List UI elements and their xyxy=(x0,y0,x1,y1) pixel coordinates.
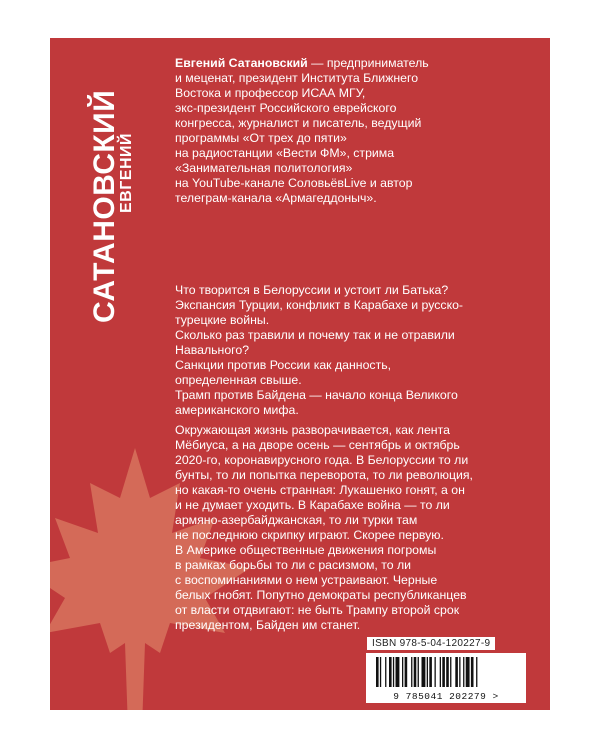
bio-line: «Занимательная политология» xyxy=(175,161,353,175)
barcode-bar xyxy=(442,657,445,687)
barcode-bar xyxy=(414,657,417,687)
questions-block xyxy=(175,283,495,418)
barcode-bar xyxy=(446,657,449,687)
bio-line: экс-президент Российского еврейского xyxy=(175,101,397,115)
barcode-number: 9 785041 202279 > xyxy=(393,691,499,702)
description-block xyxy=(175,423,495,633)
barcode-bar xyxy=(376,657,379,687)
author-surname: САТАНОВСКИЙ xyxy=(88,89,121,323)
question-line: Трамп против Байдена — начало конца Великого xyxy=(175,388,458,402)
bio-line: телеграм-канала «Армагеддоныч». xyxy=(175,191,377,205)
description-line: президентом, Байден им станет. xyxy=(175,618,361,632)
barcode-bar xyxy=(463,657,464,687)
barcode-bar xyxy=(455,657,458,687)
barcode-bar xyxy=(393,657,394,687)
question-line: американского мифа. xyxy=(175,403,299,417)
author-vertical-title xyxy=(50,38,135,338)
barcode-bar xyxy=(385,657,386,687)
question-line: Навального? xyxy=(175,343,250,357)
author-firstname: ЕВГЕНИЙ xyxy=(118,132,135,213)
bio-line: и меценат, президент Института Ближнего xyxy=(175,71,419,85)
barcode-bar xyxy=(418,657,419,687)
barcode-bar xyxy=(440,657,441,687)
description-line: белых гнобят. Попутно демократы республиканцев xyxy=(175,588,467,602)
bio-line: Востока и профессор ИСАА МГУ, xyxy=(175,86,366,100)
barcode-bar xyxy=(435,657,436,687)
description-line: в рамках борьбы то ли с расизмом, то ли xyxy=(175,558,412,572)
question-line: Что творится в Белоруссии и устоит ли Батька? xyxy=(175,283,449,297)
barcode-bar xyxy=(466,657,470,687)
bio-line: — предприниматель xyxy=(311,56,429,70)
back-cover xyxy=(50,38,550,710)
bio-line: программы «От трех до пяти» xyxy=(175,131,347,145)
description-line: 2020-го, коронавирусного года. В Белоруссии то ли xyxy=(175,453,469,467)
barcode-icon xyxy=(366,653,526,703)
question-line: турецкие войны. xyxy=(175,313,270,327)
question-line: определенная свыше. xyxy=(175,373,302,387)
description-line: от власти отдвигают: не быть Трампу второй срок xyxy=(175,603,460,617)
question-line: Экспансия Турции, конфликт в Карабахе и русско- xyxy=(175,298,464,312)
barcode-bar xyxy=(380,657,381,687)
barcode-bar xyxy=(450,657,451,687)
description-line: Окружающая жизнь разворачивается, как лента xyxy=(175,423,450,437)
barcode-bar xyxy=(471,657,474,687)
description-line: с воспоминаниями о нем устраивают. Черные xyxy=(175,573,438,587)
question-line: Санкции против России как данность, xyxy=(175,358,392,372)
barcode-bar xyxy=(422,657,426,687)
description-line: Мёбиуса, а на дворе осень — сентябрь и октябрь xyxy=(175,438,460,452)
bio-line: на YouTube-канале СоловьёвLive и автор xyxy=(175,176,413,190)
description-line: но какая-то очень странная: Лукашенко гонят, а он xyxy=(175,483,465,497)
description-line: В Америке общественные движения погромы xyxy=(175,543,437,557)
barcode-bar xyxy=(429,657,432,687)
description-line: бунты, то ли попытка переворота, то ли революция, xyxy=(175,468,473,482)
barcode-bar xyxy=(476,657,477,687)
barcode-bar xyxy=(427,657,428,687)
description-line: армяно-азербайджанская, то ли турки там xyxy=(175,513,418,527)
barcode-bar xyxy=(411,657,412,687)
description-line: не последнюю скрипку играют. Скорее первую. xyxy=(175,528,444,542)
barcode-bar xyxy=(405,657,408,687)
isbn-label: ISBN 978-5-04-120227-9 xyxy=(366,636,496,651)
barcode-bar xyxy=(389,657,392,687)
barcode-bar xyxy=(396,657,400,687)
author-bio xyxy=(175,56,505,206)
barcode-bar xyxy=(402,657,403,687)
barcode-bar xyxy=(459,657,460,687)
bio-line: конгресса, журналист и писатель, ведущий xyxy=(175,116,422,130)
bio-line: на радиостанции «Вести ФМ», стрима xyxy=(175,146,395,160)
description-line: и не думает уходить. В Карабахе война — то ли xyxy=(175,498,450,512)
author-name: Евгений Сатановский xyxy=(175,56,308,70)
question-line: Сколько раз травили и почему так и не отравили xyxy=(175,328,455,342)
